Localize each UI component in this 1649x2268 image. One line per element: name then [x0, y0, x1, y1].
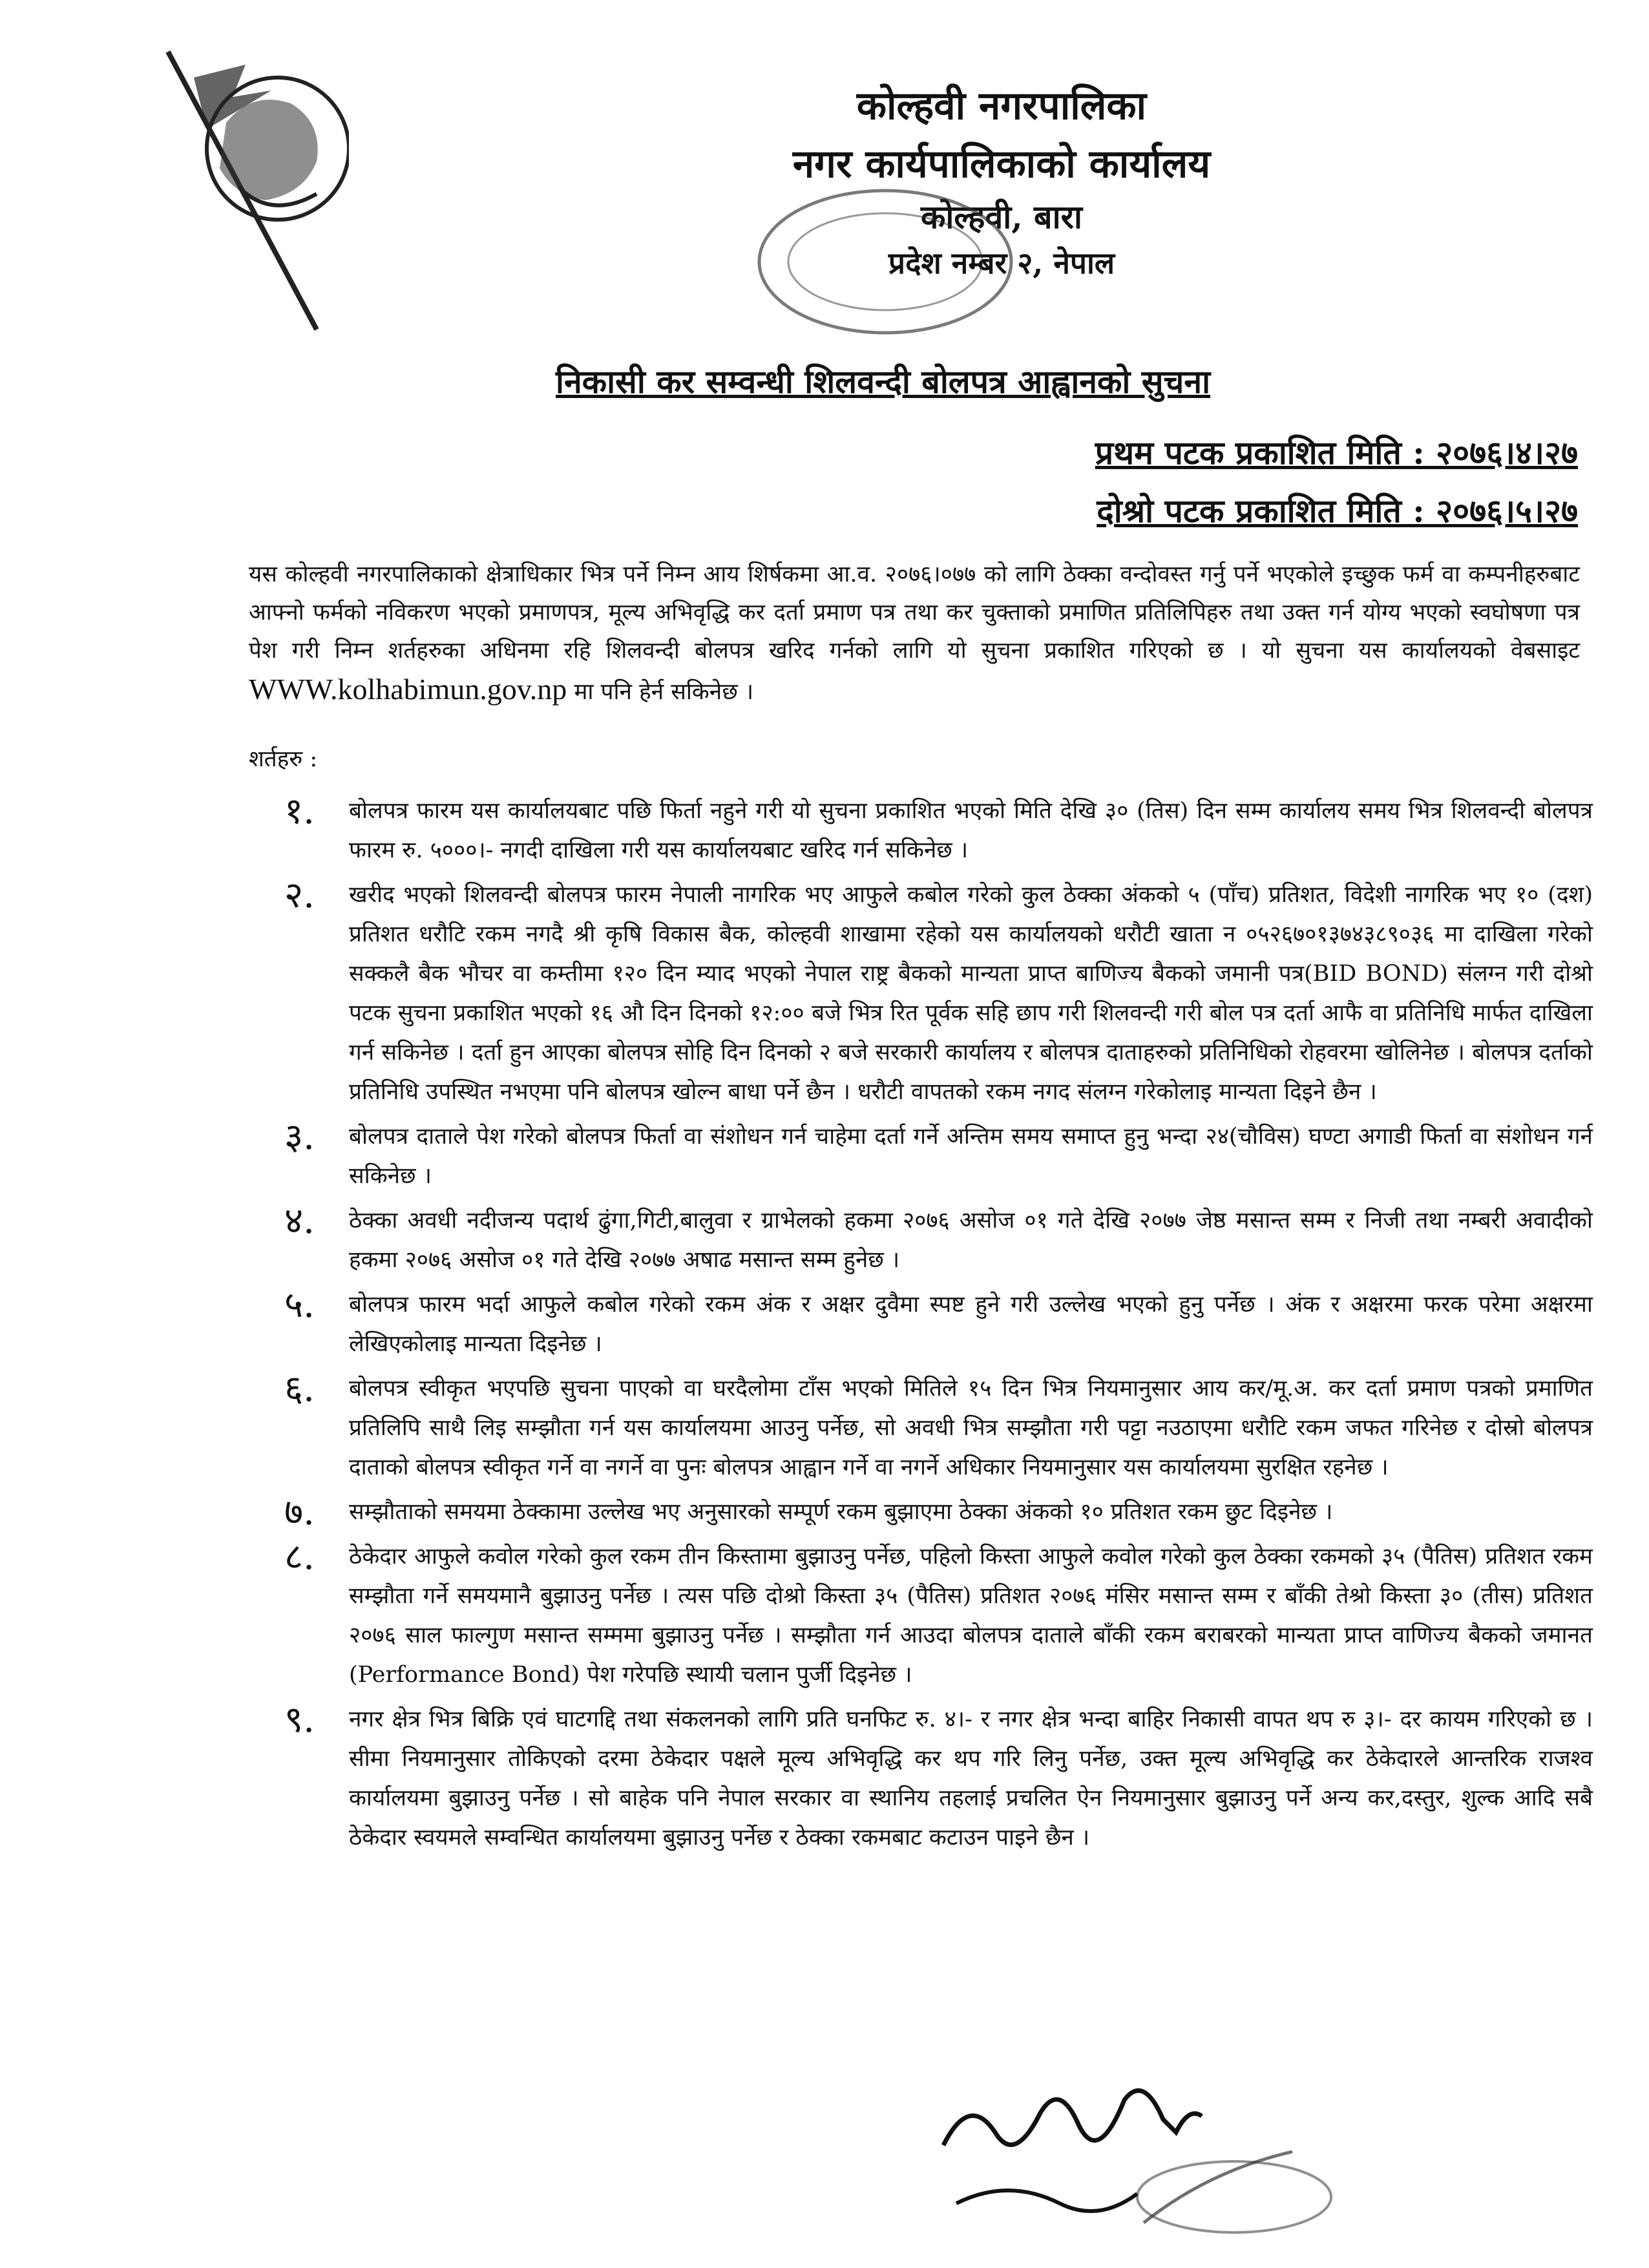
clause-text: सम्झौताको समयमा ठेक्कामा उल्लेख भए अनुसारको सम्पूर्ण रकम बुझाएमा ठेक्का अंकको १० प्रतिशत रकम छुट दिइनेछ ।	[349, 1499, 1333, 1525]
clause-number: ३.	[284, 1116, 315, 1158]
intro-text-end: मा पनि हेर्न सकिनेछ ।	[574, 679, 754, 705]
clause-number: २.	[284, 874, 315, 916]
intro-paragraph	[249, 556, 1580, 711]
conditions-label: शर्तहरु :	[249, 746, 318, 772]
clause-text: ठेक्का अवधी नदीजन्य पदार्थ ढुंगा,गिटी,बालुवा र ग्राभेलको हकमा २०७६ असोज ०१ गते देखि २०७७ जेष्ठ मसान्त सम्म र निजी तथा नम्बरी अवादीको हकमा २०७६ असोज ०१ गते देखि २०७७ अषाढ मसान्त सम्म हुनेछ ।	[349, 1208, 1593, 1273]
clause-number: ९.	[284, 1699, 315, 1741]
signature-icon	[930, 2055, 1344, 2249]
municipality-name: कोल्हवी नगरपालिका	[856, 83, 1147, 129]
clause-number: ७.	[284, 1491, 315, 1533]
clause-text: नगर क्षेत्र भित्र बिक्रि एवं घाटगद्दि तथा संकलनको लागि प्रति घनफिट रु. ४।- र नगर क्षेत्र भन्दा बाहिर निकासी वापत थप रु ३।- दर कायम गरिएको छ । सीमा नियमानुसार तोकिएको दरमा ठेकेदार पक्षले मूल्य अभिवृद्धि कर थप गरि लिनु पर्नेछ, उक्त मूल्य अभिवृद्धि कर ठेकेदारले आन्तरिक राजश्व कार्यालयमा बुझाउनु पर्नेछ । सो बाहेक पनि नेपाल सरकार वा स्थानिय तहलाई प्रचलित ऐन नियमानुसार बुझाउनु पर्ने अन्य कर,दस्तुर, शुल्क आदि सबै ठेकेदार स्वयमले सम्वन्धित कार्यालयमा बुझाउनु पर्नेछ र ठेक्का रकमबाट कटाउन पाइने छैन ।	[349, 1706, 1593, 1851]
clause-text: बोलपत्र फारम यस कार्यालयबाट पछि फिर्ता नहुने गरी यो सुचना प्रकाशित भएको मिति देखि ३० (तिस) दिन सम्म कार्यालय समय भित्र शिलवन्दी बोलपत्र फारम रु. ५०००।- नगदी दाखिला गरी यस कार्यालयबाट खरिद गर्न सकिनेछ ।	[349, 798, 1593, 863]
website-link[interactable]: WWW.kolhabimun.gov.np	[249, 673, 567, 706]
clause-item	[246, 1117, 1593, 1196]
nepal-emblem-icon	[155, 26, 349, 349]
clause-text: खरीद भएको शिलवन्दी बोलपत्र फारम नेपाली नागरिक भए आफुले कबोल गरेको कुल ठेक्का अंकको ५ (पाँच) प्रतिशत, विदेशी नागरिक भए १० (दश) प्रतिशत धरौटि रकम नगदै श्री कृषि विकास बैक, कोल्हवी शाखामा रहेको यस कार्यालयको धरौटी खाता न ०५२६७०१३७४३८९०३६ मा दाखिला गरेको सक्कलै बैक भौचर वा कम्तीमा १२० दिन म्याद भएको नेपाल राष्ट्र बैकको मान्यता प्राप्त बाणिज्य बैकको जमानी पत्र(BID BOND) संलग्न गरी दोश्रो पटक सुचना प्रकाशित भएको १६ औ दिन दिनको १२:०० बजे भित्र रित पूर्वक सहि छाप गरी शिलवन्दी गरी बोल पत्र दर्ता आफै वा प्रतिनिधि मार्फत दाखिला गर्न सकिनेछ । दर्ता हुन आएका बोलपत्र सोहि दिन दिनको २ बजे सरकारी कार्यालय र बोलपत्र दाताहरुको प्रतिनिधिको रोहवरमा खोलिनेछ । बोलपत्र दर्ताको प्रतिनिधि उपस्थित नभएमा पनि बोलपत्र खोल्न बाधा पर्ने छैन । धरौटी वापतको रकम नगद संलग्न गरेकोलाइ मान्यता दिइने छैन ।	[349, 882, 1593, 1105]
clause-text: ठेकेदार आफुले कवोल गरेको कुल रकम तीन किस्तामा बुझाउनु पर्नेछ, पहिलो किस्ता आफुले कवोल गरेको कुल ठेक्का रकमको ३५ (पैतिस) प्रतिशत रकम सम्झौता गर्ने समयमानै बुझाउनु पर्नेछ । त्यस पछि दोश्रो किस्ता ३५ (पैतिस) प्रतिशत २०७६ मंसिर मसान्त सम्म र बाँकी तेश्रो किस्ता ३० (तीस) प्रतिशत २०७६ साल फाल्गुण मसान्त सम्ममा बुझाउनु पर्नेछ । सम्झौता गर्न आउदा बोलपत्र दाताले बाँकी रकम बराबरको मान्यता प्राप्त वाणिज्य बैकको जमानत (Performance Bond) पेश गरेपछि स्थायी चलान पुर्जी दिइनेछ ।	[349, 1544, 1593, 1688]
office-location: कोल्हवी, बारा	[921, 198, 1082, 236]
intro-text: यस कोल्हवी नगरपालिकाको क्षेत्राधिकार भित्र पर्ने निम्न आय शिर्षकमा आ.व. २०७६।०७७ को लागि ठेक्का वन्दोवस्त गर्नु पर्ने भएकोले इच्छुक फर्म वा कम्पनीहरुबाट आफ्नो फर्मको नविकरण भएको प्रमाणपत्र, मूल्य अभिवृद्धि कर दर्ता प्रमाण पत्र तथा कर चुक्ताको प्रमाणित प्रतिलिपिहरु तथा उक्त गर्न योग्य भएको स्वघोषणा पत्र पेश गरी निम्न शर्तहरुका अधिनमा रहि शिलवन्दी बोलपत्र खरिद गर्नको लागि यो सुचना प्रकाशित गरिएको छ । यो सुचना यस कार्यालयको वेबसाइट	[249, 562, 1580, 664]
clause-number: १.	[284, 790, 315, 832]
clause-text: बोलपत्र फारम भर्दा आफुले कबोल गरेको रकम अंक र अक्षर दुवैमा स्पष्ट हुने गरी उल्लेख भएको हुनु पर्नेछ । अंक र अक्षरमा फरक परेमा अक्षरमा लेखिएकोलाइ मान्यता दिइनेछ ।	[349, 1292, 1593, 1357]
clause-item	[246, 1201, 1593, 1280]
clause-item	[246, 1493, 1593, 1532]
clause-item	[246, 792, 1593, 870]
clause-list	[246, 792, 1593, 1863]
first-publication-date: प्रथम पटक प्रकाशित मिति : २०७६।४।२७	[1095, 434, 1578, 472]
official-stamp-icon	[750, 181, 1021, 342]
clause-item	[246, 1537, 1593, 1695]
clause-item	[246, 1369, 1593, 1487]
clause-number: ८.	[284, 1536, 315, 1578]
clause-item	[246, 1700, 1593, 1858]
office-province: प्रदेश नम्बर २, नेपाल	[888, 246, 1115, 280]
clause-number: ४.	[284, 1200, 315, 1242]
notice-title: निकासी कर सम्वन्धी शिलवन्दी बोलपत्र आह्वानको सुचना	[556, 362, 1211, 401]
clause-number: ५.	[284, 1284, 315, 1326]
clause-text: बोलपत्र दाताले पेश गरेको बोलपत्र फिर्ता वा संशोधन गर्न चाहेमा दर्ता गर्ने अन्तिम समय समाप्त हुनु भन्दा २४(चौविस) घण्टा अगाडी फिर्ता वा संशोधन गर्न सकिनेछ ।	[349, 1124, 1593, 1189]
clause-item	[246, 1285, 1593, 1364]
clause-text: बोलपत्र स्वीकृत भएपछि सुचना पाएको वा घरदैलोमा टाँस भएको मितिले १५ दिन भित्र नियमानुसार आय कर/मू.अ. कर दर्ता प्रमाण पत्रको प्रमाणित प्रतिलिपि साथै लिइ सम्झौता गर्न यस कार्यालयमा आउनु पर्नेछ, सो अवधी भित्र सम्झौता गरी पट्टा नउठाएमा धरौटि रकम जफत गरिनेछ र दोस्रो बोलपत्र दाताको बोलपत्र स्वीकृत गर्ने वा नगर्ने वा पुनः बोलपत्र आह्वान गर्ने वा नगर्ने अधिकार नियमानुसार यस कार्यालयमा सुरक्षित रहनेछ ।	[349, 1376, 1593, 1480]
clause-item	[246, 876, 1593, 1112]
second-publication-date: दोश्रो पटक प्रकाशित मिति : २०७६।५।२७	[1097, 492, 1578, 530]
office-name: नगर कार्यपालिकाको कार्यालय	[792, 142, 1211, 187]
clause-number: ६.	[284, 1368, 315, 1410]
